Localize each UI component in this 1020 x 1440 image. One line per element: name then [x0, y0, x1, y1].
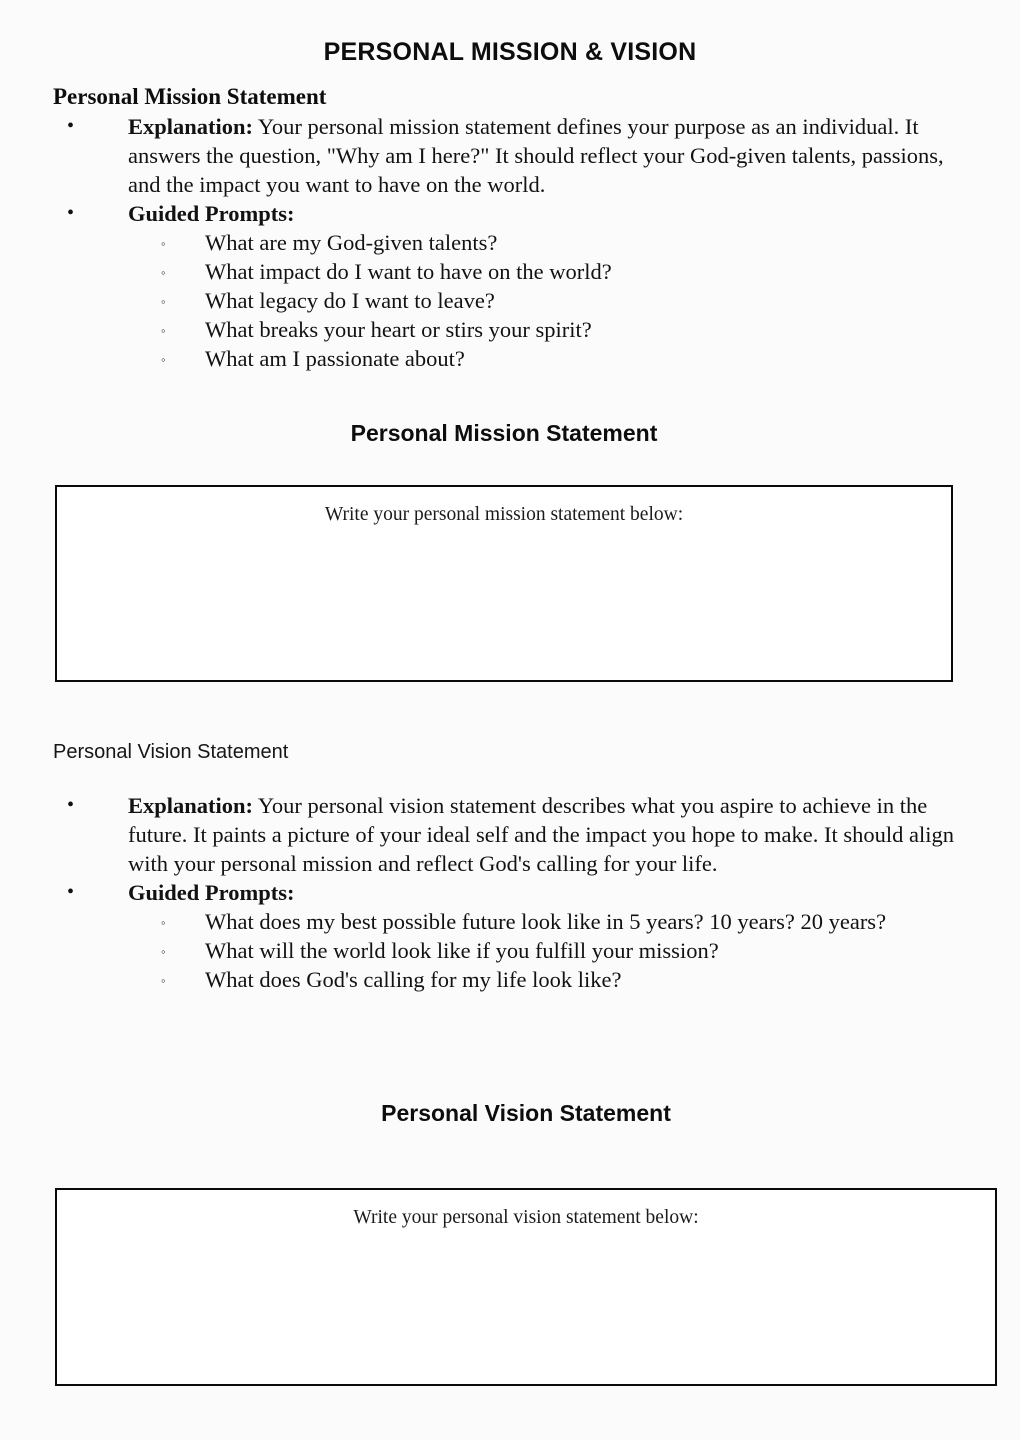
prompt-text: What does my best possible future look like in 5 years? 10 years? 20 years? [205, 909, 887, 934]
mission-box-prompt-label: Write your personal mission statement below: [324, 504, 684, 525]
list-item [53, 228, 958, 257]
sub-bullet-marker: ◦ [161, 323, 166, 338]
prompt-text: What breaks your heart or stirs your spirit? [205, 317, 592, 342]
prompt-text: What are my God-given talents? [205, 230, 498, 255]
sub-bullet-marker: ◦ [161, 973, 166, 988]
list-item [53, 286, 958, 315]
bullet-marker: • [67, 794, 75, 816]
list-item [53, 112, 958, 199]
bullet-lead-label: Explanation: [128, 114, 254, 139]
list-item [53, 344, 958, 373]
bullet-marker: • [67, 202, 75, 224]
list-item [53, 199, 958, 228]
page-title: PERSONAL MISSION & VISION [323, 38, 697, 66]
list-item [53, 791, 958, 878]
prompt-text: What impact do I want to have on the world? [205, 259, 612, 284]
list-item [53, 907, 958, 936]
vision-statement-input-box[interactable] [55, 1188, 997, 1386]
vision-box-prompt-label: Write your personal vision statement below: [353, 1207, 699, 1228]
mission-bullet-list [53, 112, 958, 373]
mission-prompt-list [53, 228, 958, 373]
mission-section-heading: Personal Mission Statement [53, 84, 327, 109]
bullet-lead-label: Guided Prompts: [128, 201, 295, 226]
prompt-text: What am I passionate about? [205, 346, 465, 371]
list-item [53, 936, 958, 965]
sub-bullet-marker: ◦ [161, 915, 166, 930]
sub-bullet-marker: ◦ [161, 294, 166, 309]
bullet-lead-label: Guided Prompts: [128, 880, 295, 905]
bullet-marker: • [67, 115, 75, 137]
sub-bullet-marker: ◦ [161, 236, 166, 251]
vision-box-heading: Personal Vision Statement [381, 1100, 671, 1126]
prompt-text: What legacy do I want to leave? [205, 288, 495, 313]
mission-box-heading: Personal Mission Statement [350, 420, 658, 446]
list-item [53, 965, 958, 994]
prompt-text: What does God's calling for my life look like? [205, 967, 622, 992]
vision-bullet-list [53, 791, 958, 994]
list-item [53, 257, 958, 286]
mission-statement-input-box[interactable] [55, 485, 953, 682]
vision-prompt-list [53, 907, 958, 994]
bullet-marker: • [67, 881, 75, 903]
list-item [53, 315, 958, 344]
bullet-lead-label: Explanation: [128, 793, 254, 818]
sub-bullet-marker: ◦ [161, 352, 166, 367]
list-item [53, 878, 958, 907]
sub-bullet-marker: ◦ [161, 265, 166, 280]
bullet-text: Your personal mission statement defines your purpose as an individual. It answers the question, "Why am I here?" It should reflect your God-given talents, passions, and the impact you want to have on the world. [128, 114, 944, 197]
vision-section-heading: Personal Vision Statement [53, 741, 289, 763]
bullet-text: Your personal vision statement describes what you aspire to achieve in the future. It paints a picture of your ideal self and the impact you hope to make. It should align with your personal mission and reflect God's calling for your life. [128, 793, 955, 876]
sub-bullet-marker: ◦ [161, 944, 166, 959]
prompt-text: What will the world look like if you fulfill your mission? [205, 938, 719, 963]
